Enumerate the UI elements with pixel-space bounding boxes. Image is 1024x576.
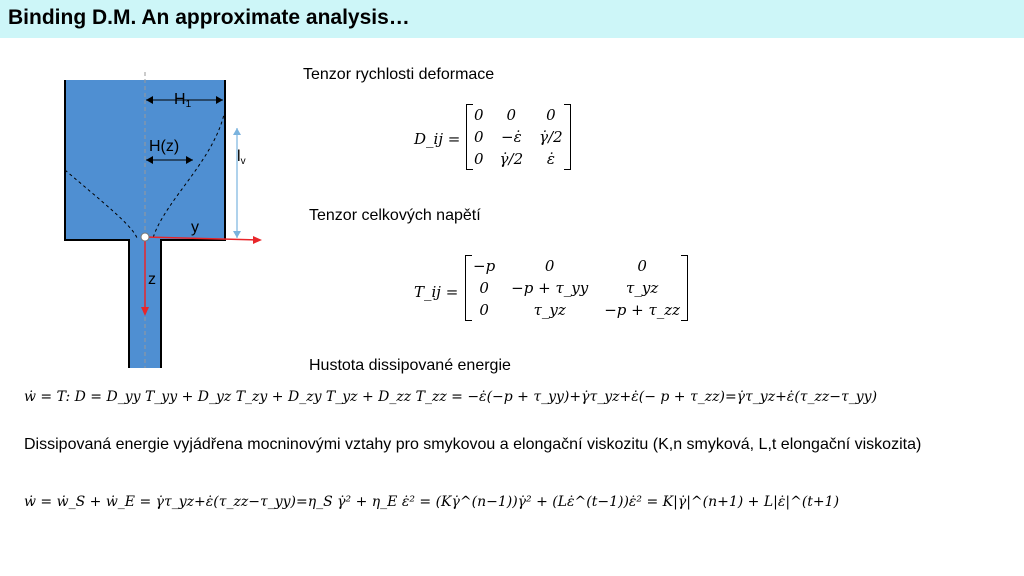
strain-rate-heading: Tenzor rychlosti deformace: [303, 66, 495, 83]
lv-label: $l_v$: [237, 148, 246, 167]
strain-matrix: 0 0 0 0 −ε̇ γ̇/2 0 γ̇/2 ε̇: [466, 104, 571, 170]
power-law-equation: ẇ = ẇ_S + ẇ_E = γ̇τ_yz+ε̇(τ_zz−τ_yy)=η_S γ̇² + η_E ε̇² = (Kγ̇^(n−1))γ̇² + (Lε̇^(t−1))ε̇² = K|γ̇|^(n+1) + L|ε̇|^(t+1): [24, 494, 840, 510]
title-bar: [0, 0, 1024, 38]
dissipation-equation: ẇ = T: D = D_yy T_yy + D_yz T_zy + D_zy T_yz + D_zz T_zz = −ε̇(−p + τ_yy)+γ̇τ_yz+ε̇(− p + τ_zz)=γ̇τ_yz+ε̇(τ_zz−τ_yy): [24, 389, 878, 405]
die-diagram: [40, 70, 340, 370]
dissipation-paragraph: Dissipovaná energie vyjádřena mocninovými vztahy pro smykovou a elongační viskozitu (K,n smyková, L,t elongační viskozita): [24, 436, 922, 453]
dissipation-heading: Hustota dissipované energie: [309, 357, 511, 374]
stress-heading: Tenzor celkových napětí: [309, 207, 481, 224]
origin-point: [141, 233, 149, 241]
y-arrowhead: [253, 236, 262, 244]
strain-matrix-label: D_ij =: [414, 130, 461, 148]
h1-label: $H_1$: [174, 91, 192, 110]
z-label: z: [148, 271, 156, 288]
hz-label: H(z): [149, 138, 180, 155]
slide-title: Binding D.M. An approximate analysis…: [8, 6, 410, 29]
y-label: y: [191, 219, 199, 236]
stress-matrix-label: T_ij =: [414, 283, 459, 301]
stress-matrix: −p 0 0 0 −p + τ_yy τ_yz 0 τ_yz −p + τ_zz: [465, 255, 688, 321]
